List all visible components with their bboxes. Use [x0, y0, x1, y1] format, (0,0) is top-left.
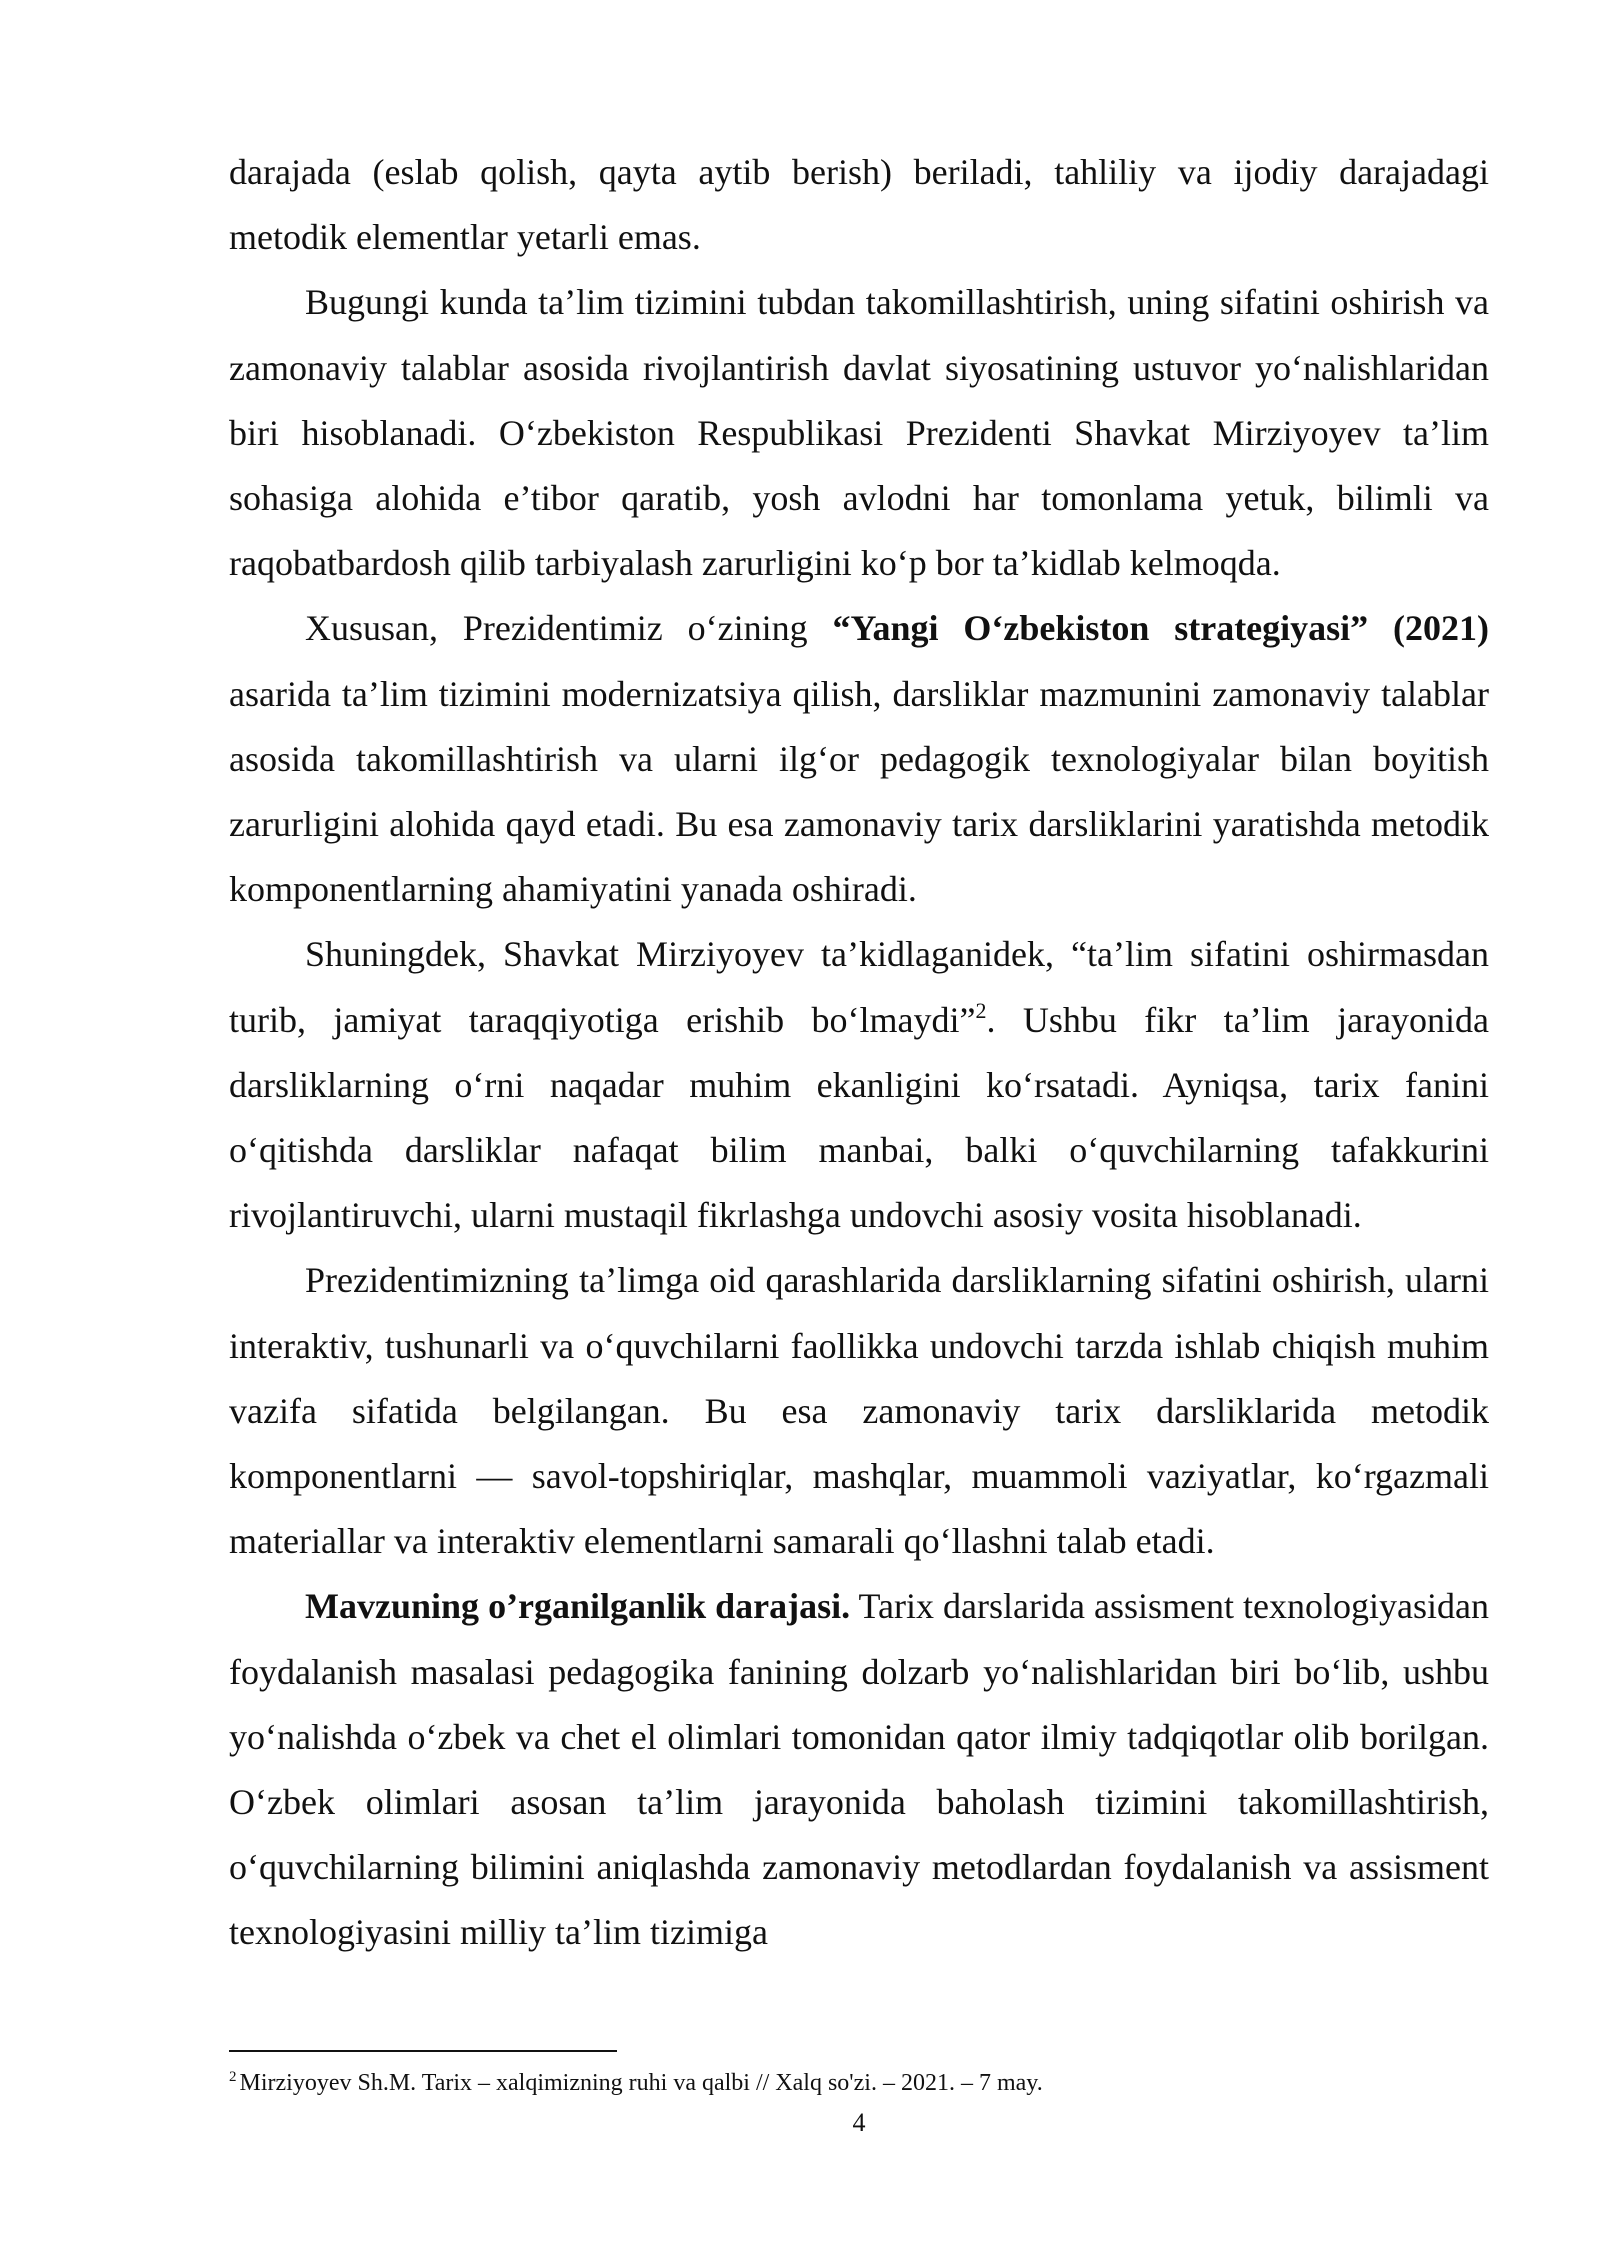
paragraph-strategy-lead: Xususan, Prezidentimiz o‘zining — [305, 608, 833, 649]
footnote — [229, 2068, 1489, 2098]
paragraph-quote — [229, 922, 1489, 1248]
footnote-reference[interactable]: 2 — [975, 997, 987, 1023]
body-text — [229, 140, 1489, 1966]
paragraph-strategy-rest: asarida ta’lim tizimini modernizatsiya qilish, darsliklar mazmunini zamonaviy talablar asosida takomillashtirish va ularni ilg‘or pedagogik texnologiyalar bilan boyitish zarurligini alohida qayd etadi. Bu esa zamonaviy tarix darsliklarini yaratishda metodik komponentlarning ahamiyatini yanada oshiradi. — [229, 673, 1489, 910]
section-heading-inline: Mavzuning o’rganilganlik darajasi. — [305, 1586, 851, 1627]
paragraph-research-degree-rest: Tarix darslarida assisment texnologiyasidan foydalanish masalasi pedagogika fanining dolzarb yo‘nalishlaridan biri bo‘lib, ushbu yo‘nalishda o‘zbek va chet el olimlari tomonidan qator ilmiy tadqiqotlar olib borilgan. O‘zbek olimlari asosan ta’lim jarayonida baholash tizimini takomillashtirish, o‘quvchilarning bilimini aniqlashda zamonaviy metodlardan foydalanish va assisment texnologiyasini milliy ta’lim tizimiga — [229, 1586, 1489, 1953]
paragraph-strategy — [229, 596, 1489, 922]
footnote-separator — [229, 2050, 617, 2052]
paragraph-continuation: darajada (eslab qolish, qayta aytib berish) beriladi, tahliliy va ijodiy darajadagi metodik elementlar yetarli emas. — [229, 152, 1489, 258]
footnote-text: Mirziyoyev Sh.M. Tarix – xalqimizning ruhi va qalbi // Xalq so'zi. – 2021. – 7 may. — [239, 2070, 1043, 2096]
paragraph-quote-rest: . Ushbu fikr ta’lim jarayonida darsliklarning o‘rni naqadar muhim ekanligini ko‘rsatadi. Ayniqsa, tarix fanini o‘qitishda darsliklar nafaqat bilim manbai, balki o‘quvchilarning tafakkurini rivojlantiruvchi, ularni mustaqil fikrlashga undovchi asosiy vosita hisoblanadi. — [229, 999, 1489, 1236]
page-number: 4 — [852, 2108, 866, 2137]
footnote-number: 2 — [229, 2069, 237, 2085]
paragraph-quote-lead: Shuningdek, Shavkat Mirziyoyev ta’kidlaganidek, “ta’lim sifatini oshirmasdan turib, jamiyat taraqqiyotiga erishib bo‘lmaydi” — [229, 934, 1489, 1040]
paragraph-research-degree — [229, 1574, 1489, 1965]
strategy-title: “Yangi O‘zbekiston strategiyasi” (2021) — [832, 608, 1489, 649]
paragraph-education-reform: Bugungi kunda ta’lim tizimini tubdan takomillashtirish, uning sifatini oshirish va zamonaviy talablar asosida rivojlantirish davlat siyosatining ustuvor yo‘nalishlaridan biri hisoblanadi. O‘zbekiston Respublikasi Prezidenti Shavkat Mirziyoyev ta’lim sohasiga alohida e’tibor qaratib, yosh avlodni har tomonlama yetuk, bilimli va raqobatbardosh qilib tarbiyalash zarurligini ko‘p bor ta’kidlab kelmoqda. — [229, 282, 1489, 584]
paragraph-textbook-quality: Prezidentimizning ta’limga oid qarashlarida darsliklarning sifatini oshirish, ularni interaktiv, tushunarli va o‘quvchilarni faollikka undovchi tarzda ishlab chiqish muhim vazifa sifatida belgilangan. Bu esa zamonaviy tarix darsliklarida metodik komponentlarni — savol-topshiriqlar, mashqlar, muammoli vaziyatlar, ko‘rgazmali materiallar va interaktiv elementlarni samarali qo‘llashni talab etadi. — [229, 1260, 1489, 1562]
